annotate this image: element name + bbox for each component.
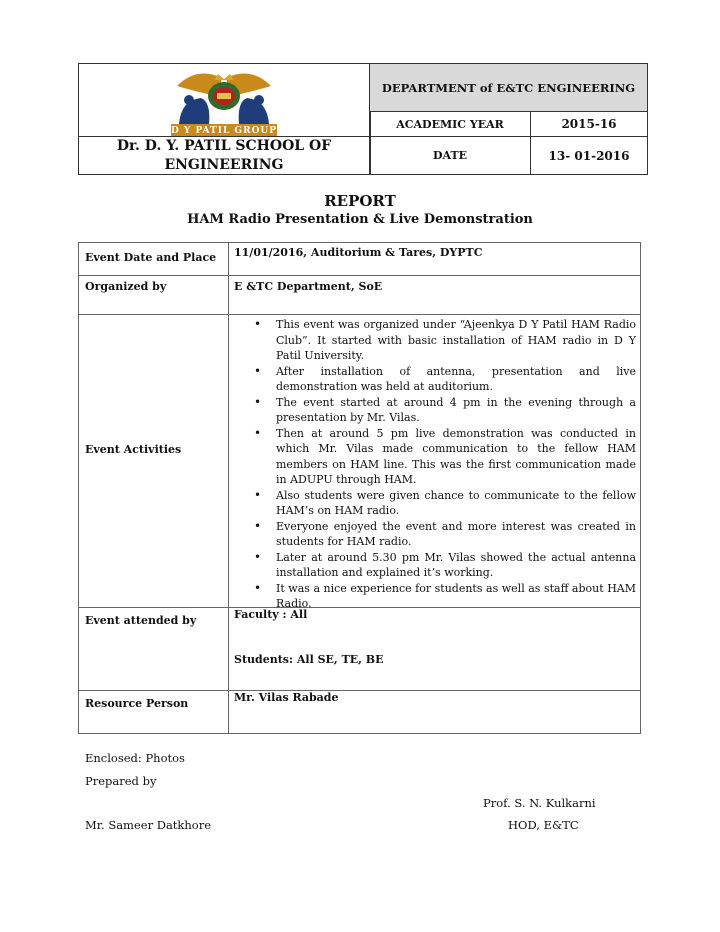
- list-item: • Then at around 5 pm live demonstration was conducted in which Mr. Vilas made communication to the fellow HAM members on HAM line. This was the first communication made in ADUPU through HAM.: [254, 426, 636, 488]
- dy-patil-logo: [79, 64, 369, 136]
- enclosed-note: Enclosed: Photos: [85, 751, 185, 765]
- logo-text: D Y PATIL GROUP: [170, 126, 278, 136]
- date-row: [370, 137, 647, 174]
- event-date-label: Event Date and Place: [85, 251, 217, 264]
- list-item: • This event was organized under “Ajeenkya D Y Patil HAM Radio Club”. It started with basic installation of HAM radio in D Y Patil University.: [254, 317, 636, 364]
- organized-value: E &TC Department, SoE: [234, 280, 383, 293]
- date-value: 13- 01-2016: [548, 148, 630, 163]
- list-item: • After installation of antenna, presentation and live demonstration was held at auditorium.: [254, 364, 636, 395]
- report-title: REPORT: [324, 192, 396, 210]
- table-row-resource: [79, 690, 640, 733]
- table-row-organized: [79, 275, 640, 315]
- signatory-hod-name: Prof. S. N. Kulkarni: [483, 796, 596, 810]
- academic-year-label: ACADEMIC YEAR: [370, 112, 531, 136]
- list-item: • The event started at around 4 pm in the evening through a presentation by Mr. Vilas.: [254, 395, 636, 426]
- date-label: DATE: [370, 137, 531, 174]
- table-row-event-date: [79, 243, 640, 276]
- resource-value: Mr. Vilas Rabade: [234, 691, 339, 704]
- list-item: • Also students were given chance to communicate to the fellow HAM’s on HAM radio.: [254, 488, 636, 519]
- organized-label: Organized by: [85, 280, 167, 293]
- academic-year-row: [370, 112, 647, 137]
- activities-list: [254, 317, 636, 612]
- school-name: Dr. D. Y. PATIL SCHOOL OF ENGINEERING: [79, 136, 369, 175]
- academic-year-value: 2015-16: [561, 117, 617, 131]
- event-date-value: 11/01/2016, Auditorium & Tares, DYPTC: [234, 246, 483, 259]
- attended-students: Students: All SE, TE, BE: [234, 653, 384, 666]
- resource-label: Resource Person: [85, 697, 189, 710]
- hod-designation: HOD, E&TC: [508, 818, 579, 832]
- attended-label: Event attended by: [85, 614, 197, 627]
- prepared-by-label: Prepared by: [85, 774, 157, 788]
- list-item: • Everyone enjoyed the event and more interest was created in students for HAM radio.: [254, 519, 636, 550]
- table-row-attended: [79, 607, 640, 691]
- report-subtitle: HAM Radio Presentation & Live Demonstration: [187, 212, 533, 227]
- activities-label: Event Activities: [85, 443, 182, 456]
- header-table: [78, 63, 648, 175]
- table-row-activities: [79, 314, 640, 608]
- list-item: • It was a nice experience for students as well as staff about HAM Radio.: [254, 581, 636, 612]
- logo-cell: [79, 64, 369, 136]
- department-name: DEPARTMENT of E&TC ENGINEERING: [370, 64, 647, 112]
- list-item: • Later at around 5.30 pm Mr. Vilas showed the actual antenna installation and explained it’s working.: [254, 550, 636, 581]
- event-table: [78, 242, 641, 734]
- signatory-preparer-name: Mr. Sameer Datkhore: [85, 818, 212, 832]
- attended-faculty: Faculty : All: [234, 608, 308, 621]
